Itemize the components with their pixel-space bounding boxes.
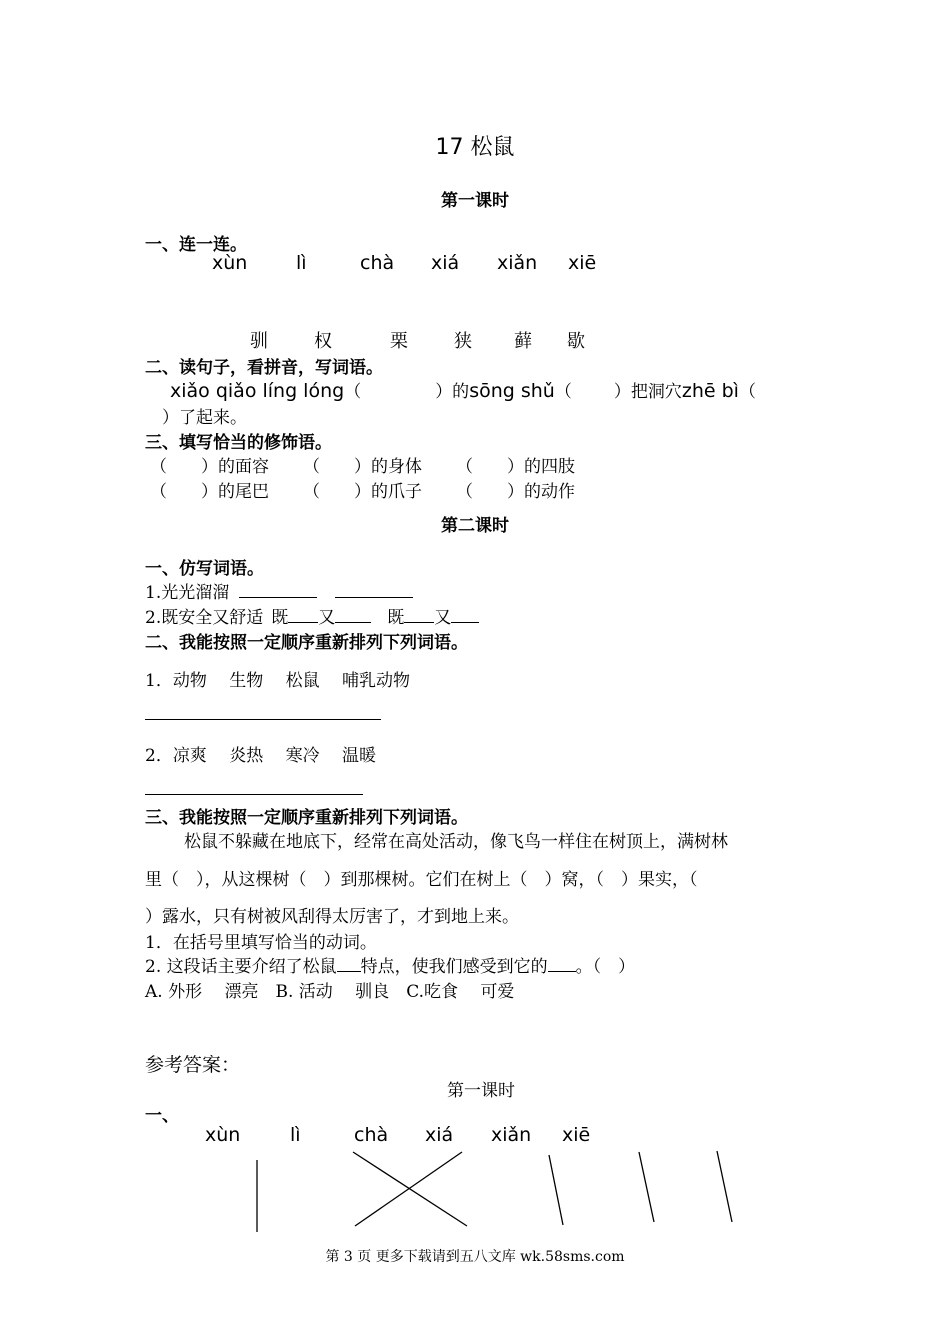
p2-paragraph-line2: 里（ ），从这棵树（ ）到那棵树。它们在树上（ ）窝，（ ）果实，（: [145, 870, 698, 890]
pinyin-item: chà: [360, 252, 395, 274]
paren-open: （: [344, 382, 362, 402]
answers-heading: 参考答案：: [145, 1054, 241, 1076]
p2-paragraph-line3: ）露水，只有树被风刮得太厉害了，才到地上来。: [145, 907, 519, 927]
ji-char: 既: [387, 608, 405, 628]
page-title: 17 松鼠: [435, 135, 515, 160]
pinyin-zhebi: zhē bì: [681, 380, 739, 402]
q2-line2: ）了起来。: [162, 408, 247, 428]
pinyin-xiaoqiaolinglong: xiǎo qiǎo líng lóng: [170, 380, 345, 402]
p2-note2-text: 。（ ）: [575, 957, 636, 977]
lesson-one-heading: 第一课时: [441, 191, 509, 211]
connect-line: [639, 1152, 654, 1222]
q3-item: （ ）的动作: [456, 482, 575, 502]
p2-note2-text: 特点，使我们感受到它的: [360, 957, 548, 977]
pinyin-item: xiǎn: [497, 252, 538, 274]
paren-open: （: [738, 382, 756, 402]
you-char: 又: [434, 608, 452, 628]
ji-char: 既: [271, 608, 289, 628]
q3-heading: 三、填写恰当的修饰语。: [145, 433, 332, 453]
pinyin-item: lì: [290, 1124, 301, 1146]
you-char: 又: [318, 608, 336, 628]
page-footer: 第 3 页 更多下载请到五八文库 wk.58sms.com: [325, 1249, 625, 1265]
connect-line: [717, 1151, 732, 1222]
pinyin-item: xùn: [205, 1124, 241, 1146]
lesson-two-heading: 第二课时: [441, 516, 509, 536]
p2-sort1: 1．动物 生物 松鼠 哺乳动物: [145, 671, 411, 691]
pinyin-item: xiá: [425, 1124, 454, 1146]
p2-note1: 1．在括号里填写恰当的动词。: [145, 933, 377, 953]
q3-item: （ ）的身体: [303, 457, 422, 477]
q3-item: （ ）的尾巴: [150, 482, 269, 502]
paren-open: （: [554, 382, 572, 402]
p2-item2-text: 2.既安全又舒适: [145, 608, 264, 628]
p2-h1: 一、仿写词语。: [145, 559, 264, 579]
p2-item1-text: 1.光光溜溜: [145, 583, 230, 603]
p2-h2: 二、我能按照一定顺序重新排列下列词语。: [145, 633, 468, 653]
char-item: 驯: [250, 331, 268, 352]
pinyin-item: lì: [296, 252, 307, 274]
p2-sort2: 2．凉爽 炎热 寒冷 温暖: [145, 746, 377, 766]
answers-lesson: 第一课时: [447, 1081, 515, 1101]
p2-paragraph-line1: 松鼠不躲藏在地底下，经常在高处活动，像飞鸟一样住在树顶上，满树林: [184, 832, 728, 852]
char-item: 权: [314, 331, 332, 352]
q3-item: （ ）的爪子: [303, 482, 422, 502]
pinyin-item: xùn: [212, 252, 248, 274]
char-item: 歇: [567, 331, 585, 352]
connect-line: [549, 1155, 563, 1225]
q1-heading: 一、连一连。: [145, 235, 247, 255]
pinyin-item: xiē: [568, 252, 597, 274]
pinyin-item: chà: [354, 1124, 389, 1146]
pinyin-songshu: sōng shǔ: [469, 380, 555, 402]
paren-close-de: ）的: [435, 382, 470, 402]
q3-item: （ ）的四肢: [456, 457, 575, 477]
pinyin-item: xiē: [562, 1124, 591, 1146]
char-item: 狭: [454, 331, 472, 352]
q2-heading: 二、读句子，看拼音，写词语。: [145, 358, 383, 378]
answers-one: 一、: [145, 1106, 179, 1126]
pinyin-item: xiá: [431, 252, 460, 274]
paren-close-text: ）把洞穴: [613, 382, 682, 402]
pinyin-item: xiǎn: [491, 1124, 532, 1146]
q3-item: （ ）的面容: [150, 457, 269, 477]
p2-options: A. 外形 漂亮 B. 活动 驯良 C.吃食 可爱: [145, 982, 515, 1002]
p2-note2-text: 2. 这段话主要介绍了松鼠: [145, 957, 337, 977]
char-item: 栗: [390, 331, 408, 352]
char-item: 藓: [514, 331, 532, 352]
p2-h3: 三、我能按照一定顺序重新排列下列词语。: [145, 808, 468, 828]
